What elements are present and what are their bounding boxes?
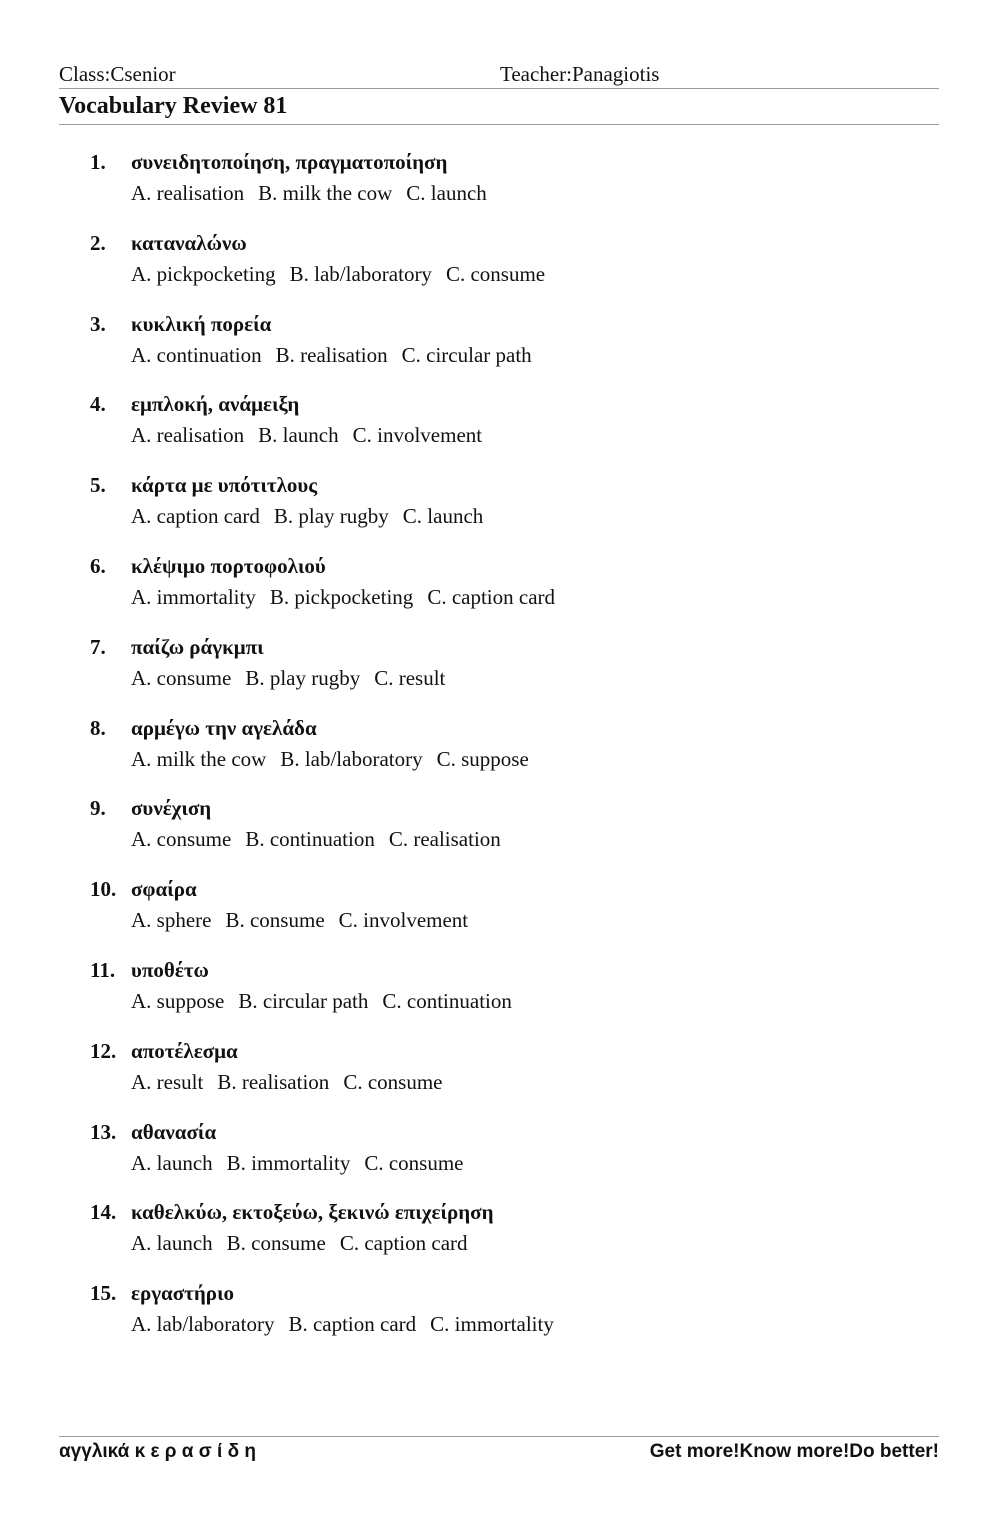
question-item xyxy=(90,150,910,231)
answer-options xyxy=(131,181,501,206)
question-number: 10. xyxy=(90,877,117,902)
question-number: 8. xyxy=(90,715,106,740)
question-list xyxy=(90,150,910,1362)
option-c[interactable]: C. immortality xyxy=(430,1312,554,1337)
question-item xyxy=(90,1200,910,1281)
option-a[interactable]: A. sphere xyxy=(131,908,212,933)
option-b[interactable]: B. lab/laboratory xyxy=(280,746,423,771)
option-b[interactable]: B. continuation xyxy=(245,827,375,852)
question-number: 15. xyxy=(90,1281,117,1306)
option-b[interactable]: B. consume xyxy=(225,908,325,933)
option-b[interactable]: B. play rugby xyxy=(273,504,389,529)
question-item xyxy=(90,1281,910,1362)
question-prompt: αθανασία xyxy=(131,1119,217,1144)
answer-options xyxy=(131,908,482,933)
option-b[interactable]: B. consume xyxy=(226,1231,326,1256)
option-b[interactable]: B. immortality xyxy=(226,1150,351,1175)
option-b[interactable]: B. milk the cow xyxy=(258,181,393,205)
option-c[interactable]: C. consume xyxy=(445,261,546,286)
answer-options xyxy=(131,747,543,772)
footer-slogan: Get more!Know more!Do better! xyxy=(649,1441,939,1462)
option-c[interactable]: C. realisation xyxy=(388,827,501,852)
answer-options xyxy=(131,262,559,287)
option-b[interactable]: B. launch xyxy=(258,423,339,448)
option-a[interactable]: A. consume xyxy=(131,665,232,690)
header-divider xyxy=(59,88,939,89)
answer-options xyxy=(131,989,526,1014)
question-prompt: κλέψιμο πορτοφολιού xyxy=(131,553,326,578)
option-a[interactable]: A. launch xyxy=(131,1231,213,1256)
question-number: 2. xyxy=(90,230,106,255)
answer-options xyxy=(131,666,459,691)
answer-options xyxy=(131,343,546,368)
answer-options xyxy=(131,1312,568,1337)
option-a[interactable]: A. realisation xyxy=(131,423,245,448)
question-item xyxy=(90,1039,910,1120)
question-item xyxy=(90,877,910,958)
option-c[interactable]: C. launch xyxy=(402,504,484,529)
question-prompt: κάρτα με υπότιτλους xyxy=(131,473,318,498)
question-number: 6. xyxy=(90,553,106,578)
worksheet-header xyxy=(59,62,939,88)
option-b[interactable]: B. circular path xyxy=(238,988,369,1013)
question-item xyxy=(90,554,910,635)
question-prompt: παίζω ράγκμπι xyxy=(131,634,264,659)
question-prompt: καθελκύω, εκτοξεύω, ξεκινώ επιχείρηση xyxy=(131,1200,494,1225)
answer-options xyxy=(131,1231,482,1256)
page-title: Vocabulary Review 81 xyxy=(59,93,288,119)
question-number: 14. xyxy=(90,1200,117,1225)
question-number: 5. xyxy=(90,473,106,498)
option-a[interactable]: A. milk the cow xyxy=(131,746,267,771)
question-prompt: αποτέλεσμα xyxy=(131,1038,238,1063)
question-prompt: εμπλοκή, ανάμειξη xyxy=(131,392,300,417)
option-b[interactable]: B. play rugby xyxy=(245,665,361,690)
question-prompt: συνέχιση xyxy=(131,796,212,821)
option-c[interactable]: C. involvement xyxy=(352,423,483,448)
question-prompt: εργαστήριο xyxy=(131,1281,235,1306)
option-a[interactable]: A. consume xyxy=(131,827,232,852)
question-item xyxy=(90,312,910,393)
answer-options xyxy=(131,423,496,448)
question-number: 1. xyxy=(90,150,106,174)
answer-options xyxy=(131,585,569,610)
option-b[interactable]: B. pickpocketing xyxy=(269,584,414,609)
question-number: 7. xyxy=(90,634,106,659)
option-a[interactable]: A. lab/laboratory xyxy=(131,1312,275,1337)
question-prompt: συνειδητοποίηση, πραγματοποίηση xyxy=(131,150,448,174)
option-c[interactable]: C. involvement xyxy=(338,908,469,933)
answer-options xyxy=(131,1070,456,1095)
footer-brand: αγγλικά κ ε ρ α σ ί δ η xyxy=(59,1441,256,1462)
question-prompt: αρμέγω την αγελάδα xyxy=(131,715,317,740)
option-a[interactable]: A. launch xyxy=(131,1150,213,1175)
question-number: 13. xyxy=(90,1119,117,1144)
option-c[interactable]: C. caption card xyxy=(427,584,556,609)
question-item xyxy=(90,958,910,1039)
question-item xyxy=(90,231,910,312)
option-c[interactable]: C. suppose xyxy=(436,746,529,771)
question-item xyxy=(90,635,910,716)
question-item xyxy=(90,796,910,877)
question-item xyxy=(90,1120,910,1201)
option-b[interactable]: B. realisation xyxy=(275,342,388,367)
option-c[interactable]: C. circular path xyxy=(401,342,532,367)
answer-options xyxy=(131,504,497,529)
option-c[interactable]: C. caption card xyxy=(339,1231,468,1256)
option-a[interactable]: A. immortality xyxy=(131,584,256,609)
option-c[interactable]: C. continuation xyxy=(382,988,512,1013)
option-a[interactable]: A. pickpocketing xyxy=(131,261,276,286)
option-b[interactable]: B. lab/laboratory xyxy=(289,261,432,286)
option-c[interactable]: C. result xyxy=(374,665,446,690)
option-a[interactable]: A. suppose xyxy=(131,988,225,1013)
title-divider xyxy=(59,124,939,125)
class-label: Class:Csenior xyxy=(59,62,176,86)
question-prompt: κυκλική πορεία xyxy=(131,311,272,336)
footer-divider xyxy=(59,1436,939,1437)
question-item xyxy=(90,473,910,554)
question-number: 3. xyxy=(90,311,106,336)
option-b[interactable]: B. caption card xyxy=(288,1312,417,1337)
question-number: 4. xyxy=(90,392,106,417)
option-a[interactable]: A. continuation xyxy=(131,342,262,367)
question-number: 12. xyxy=(90,1038,117,1063)
question-prompt: υποθέτω xyxy=(131,957,209,982)
option-c[interactable]: C. consume xyxy=(343,1069,443,1094)
question-item xyxy=(90,716,910,797)
teacher-label: Teacher:Panagiotis xyxy=(500,62,660,86)
option-c[interactable]: C. consume xyxy=(364,1150,464,1175)
option-c[interactable]: C. launch xyxy=(406,181,487,205)
answer-options xyxy=(131,827,515,852)
question-prompt: καταναλώνω xyxy=(131,230,247,255)
question-number: 11. xyxy=(90,957,116,982)
option-a[interactable]: A. realisation xyxy=(131,181,245,205)
option-a[interactable]: A. result xyxy=(131,1069,204,1094)
question-prompt: σφαίρα xyxy=(131,877,197,902)
question-item xyxy=(90,392,910,473)
option-a[interactable]: A. caption card xyxy=(131,504,260,529)
question-number: 9. xyxy=(90,796,106,821)
option-b[interactable]: B. realisation xyxy=(217,1069,330,1094)
answer-options xyxy=(131,1151,477,1176)
